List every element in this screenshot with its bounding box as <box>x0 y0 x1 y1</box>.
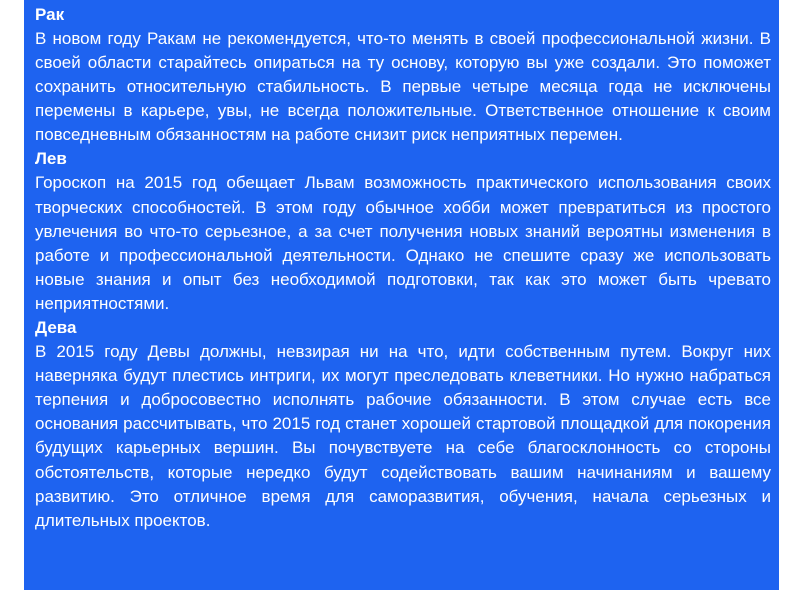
section-title: Рак <box>35 5 65 24</box>
section-text: В 2015 году Девы должны, невзирая ни на что, идти собственным путем. Вокруг них наверняка будут плестись интриги, их могут преследовать клеветники. Но нужно набраться терпения и добросовестно исполнять рабочие обязанности. В этом случае есть все основания рассчитывать, что 2015 год станет хорошей стартовой площадкой для покорения будущих карьерных вершин. Вы почувствуете на себе благосклонность со стороны обстоятельств, которые нередко будут содействовать вашим начинаниям и вашему развитию. Это отличное время для саморазвития, обучения, начала серьезных и длительных проектов. <box>35 342 771 530</box>
section-title: Лев <box>35 149 67 169</box>
section-text: Гороскоп на 2015 год обещает Львам возможность практического использования своих творческих способностей. В этом году обычное хобби может превратиться из простого увлечения во что-то серьезное, а за счет получения новых знаний вероятны изменения в работе и профессиональной деятельности. Однако не спешите сразу же использовать новые знания и опыт без необходимой подготовки, так как это может быть чревато неприятностями. <box>35 173 771 313</box>
section-lev <box>35 147 771 316</box>
section-deva <box>35 316 771 533</box>
section-title: Дева <box>35 318 77 338</box>
horoscope-slide <box>24 0 779 590</box>
section-text: В новом году Ракам не рекомендуется, что-то менять в своей профессиональной жизни. В своей области старайтесь опираться на ту основу, которую вы уже создали. Это поможет сохранить относительную стабильность. В первые четыре месяца года не исключены перемены в карьере, увы, не всегда положительные. Ответственное отношение к своим повседневным обязанностям на работе снизит риск неприятных перемен. <box>35 29 771 145</box>
section-rak <box>35 3 771 147</box>
